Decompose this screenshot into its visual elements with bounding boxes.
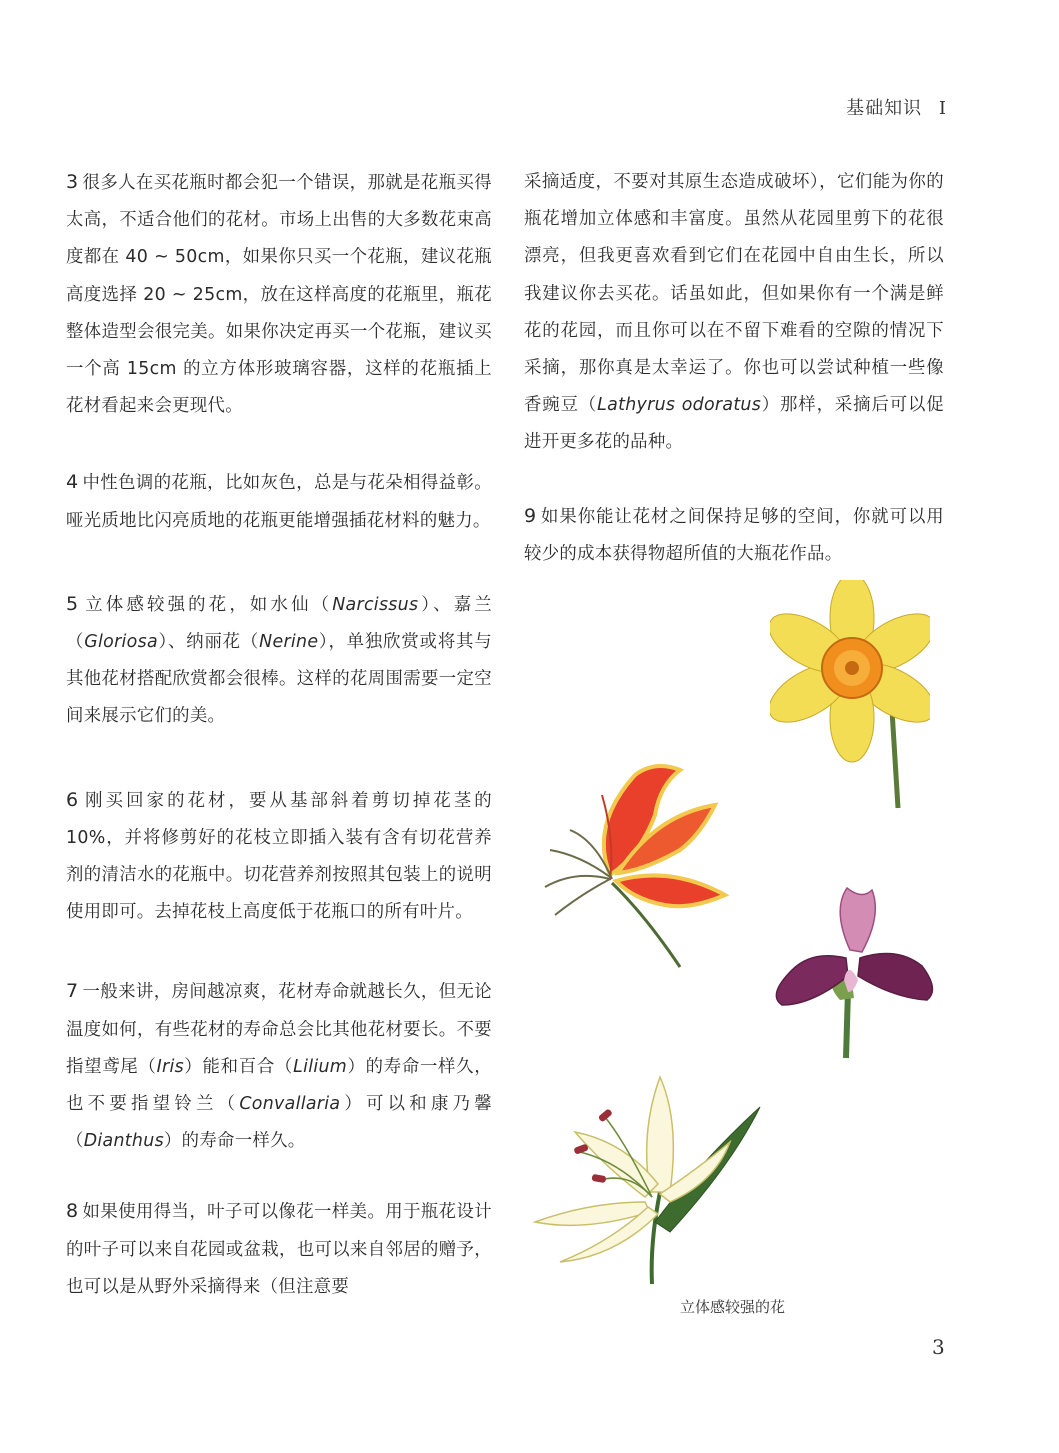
paragraph-text: 中性色调的花瓶，比如灰色，总是与花朵相得益彰。哑光质地比闪亮质地的花瓶更能增强插花材料的魅力。 [66, 473, 492, 531]
item-number: 9 [524, 504, 537, 527]
paragraph-8 [66, 1193, 492, 1306]
item-number: 8 [66, 1200, 79, 1223]
item-number: 5 [66, 592, 79, 615]
paragraph-text: 如果使用得当，叶子可以像花一样美。用于瓶花设计的叶子可以来自花园或盆栽，也可以来自邻居的赠予，也可以是从野外采摘得来（但注意要 [66, 1202, 492, 1297]
figure-caption: 立体感较强的花 [680, 1298, 786, 1316]
latin-name: Lathyrus odoratus [597, 395, 762, 416]
paragraph-8-continued [524, 164, 944, 462]
paragraph-9 [524, 498, 944, 573]
paragraph-text: ）的寿命一样久。 [163, 1131, 306, 1152]
paragraph-text: ）可以和康乃馨（ [66, 1094, 492, 1152]
latin-name: Lilium [293, 1056, 348, 1077]
paragraph-text: ）、嘉兰（ [66, 594, 492, 653]
latin-name: Dianthus [83, 1131, 164, 1152]
latin-name: Convallaria [239, 1094, 341, 1115]
paragraph-5 [66, 586, 492, 736]
item-number: 4 [66, 471, 79, 494]
item-number: 3 [66, 171, 79, 193]
latin-name: Gloriosa [84, 632, 158, 653]
latin-name: Nerine [259, 632, 319, 653]
running-header [846, 94, 947, 120]
latin-name: Narcissus [332, 594, 419, 615]
paragraph-text: ）的寿命一样久，也不要指望铃兰（ [66, 1056, 492, 1115]
left-column [66, 164, 492, 1306]
paragraph-text: 采摘适度，不要对其原生态造成破坏），它们能为你的瓶花增加立体感和丰富度。虽然从花园里剪下的花很漂亮，但我更喜欢看到它们在花园中自由生长，所以我建议你去买花。话虽如此，但如果你有一个满是鲜花的花园，而且你可以在不留下难看的空隙的情况下采摘，那你真是太幸运了。你也可以尝试种植一些像香豌豆（ [524, 172, 944, 416]
paragraph-text: 如果你能让花材之间保持足够的空间，你就可以用较少的成本获得物超所值的大瓶花作品。 [524, 506, 944, 564]
paragraph-text: ）能和百合（ [183, 1056, 294, 1077]
paragraph-4 [66, 464, 492, 539]
page-number: 3 [932, 1335, 945, 1359]
paragraph-text: 立体感较强的花，如水仙（ [82, 594, 333, 615]
item-number: 6 [66, 788, 79, 811]
header-title: 基础知识 [846, 98, 923, 119]
paragraph-text: ）那样，采摘后可以促进开更多花的品种。 [524, 395, 944, 453]
paragraph-text: 一般来讲，房间越凉爽，花材寿命就越长久，但无论温度如何，有些花材的寿命总会比其他花材要长。不要指望鸢尾（ [66, 982, 492, 1077]
daffodil-illustration [770, 580, 930, 810]
item-number: 7 [66, 980, 79, 1003]
paragraph-3 [66, 164, 492, 425]
latin-name: Iris [156, 1056, 184, 1077]
paragraph-text: 很多人在买花瓶时都会犯一个错误，那就是花瓶买得太高，不适合他们的花材。市场上出售的大多数花束高度都在 40 ~ 50cm，如果你只买一个花瓶，建议花瓶高度选择 20 ~ 25cm，放在这样高度的花瓶里，瓶花整体造型会很完美。如果你决定再买一个花瓶，建议买一个高 15cm 的立方体形玻璃容器，这样的花瓶插上花材看起来会更现代。 [66, 173, 492, 417]
paragraph-text: ），单独欣赏或将其与其他花材搭配欣赏都会很棒。这样的花周围需要一定空间来展示它们的美。 [66, 632, 492, 727]
paragraph-6 [66, 782, 492, 932]
lily-illustration [530, 1072, 780, 1287]
iris-illustration [762, 880, 942, 1060]
header-separator: I [938, 98, 947, 119]
paragraph-7 [66, 973, 492, 1160]
gloriosa-illustration [540, 755, 740, 970]
paragraph-text: ）、纳丽花（ [157, 632, 260, 653]
right-column [524, 164, 944, 573]
paragraph-text: 刚买回家的花材，要从基部斜着剪切掉花茎的 10%，并将修剪好的花枝立即插入装有含有切花营养剂的清洁水的花瓶中。切花营养剂按照其包装上的说明使用即可。去掉花枝上高度低于花瓶口的所有叶片。 [66, 790, 492, 923]
